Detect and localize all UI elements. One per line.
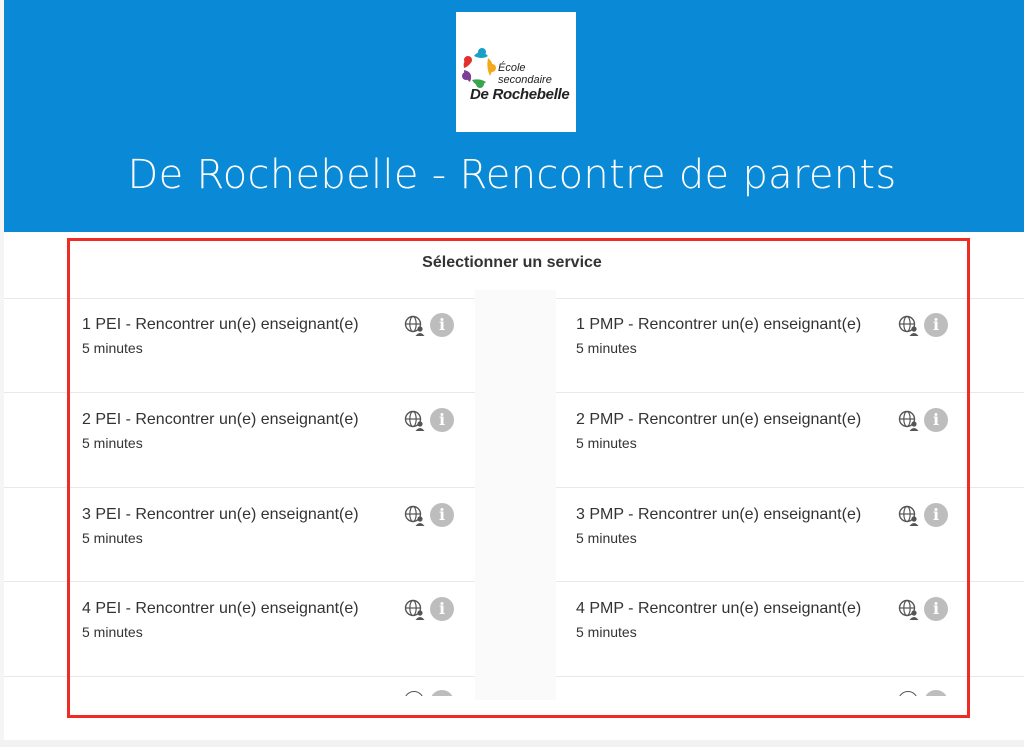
info-icon[interactable]: i [430,503,454,527]
globe-user-icon [898,691,918,696]
service-name: 3 PMP - Rencontrer un(e) enseignant(e) [576,506,862,523]
service-item-1-pei[interactable] [82,298,462,392]
service-duration: 5 minutes [576,340,637,356]
globe-user-icon [404,691,424,696]
service-name: 4 PMP - Rencontrer un(e) enseignant(e) [576,600,862,617]
service-item-4-pmp[interactable] [576,582,956,676]
globe-user-icon [404,410,426,432]
info-icon[interactable]: i [430,408,454,432]
globe-user-icon [898,315,920,337]
service-item-2-pmp[interactable] [576,393,956,487]
service-item-3-pmp[interactable] [576,488,956,582]
globe-user-icon [898,599,920,621]
service-name: 2 PMP - Rencontrer un(e) enseignant(e) [576,411,862,428]
info-icon[interactable]: i [924,408,948,432]
info-icon [430,690,454,696]
section-title: Sélectionner un service [422,254,602,271]
column-gutter [475,290,556,700]
service-item-2-pei[interactable] [82,393,462,487]
service-name: 4 PEI - Rencontrer un(e) enseignant(e) [82,600,359,617]
info-icon[interactable]: i [924,597,948,621]
info-icon [924,690,948,696]
service-duration: 5 minutes [82,530,143,546]
logo-text-secondaire: secondaire [498,74,552,86]
cut-off-row-icons-left [400,690,460,696]
service-duration: 5 minutes [576,624,637,640]
service-name: 2 PEI - Rencontrer un(e) enseignant(e) [82,411,359,428]
globe-user-icon [404,315,426,337]
service-name: 1 PMP - Rencontrer un(e) enseignant(e) [576,316,862,333]
service-name: 1 PEI - Rencontrer un(e) enseignant(e) [82,316,359,333]
info-icon[interactable]: i [430,597,454,621]
page-title: De Rochebelle - Rencontre de parents [127,152,897,198]
globe-user-icon [404,505,426,527]
service-item-4-pei[interactable] [82,582,462,676]
service-duration: 5 minutes [82,340,143,356]
globe-user-icon [404,599,426,621]
service-duration: 5 minutes [82,435,143,451]
globe-user-icon [898,410,920,432]
service-duration: 5 minutes [576,530,637,546]
info-icon[interactable]: i [924,313,948,337]
service-name: 3 PEI - Rencontrer un(e) enseignant(e) [82,506,359,523]
info-icon[interactable]: i [924,503,948,527]
service-item-1-pmp[interactable] [576,298,956,392]
info-icon[interactable]: i [430,313,454,337]
service-duration: 5 minutes [576,435,637,451]
school-logo [456,12,576,132]
bottom-strip [0,740,1024,747]
cut-off-row-icons-right [894,690,954,696]
logo-text-school-name: De Rochebelle [470,86,570,103]
service-item-3-pei[interactable] [82,488,462,582]
service-duration: 5 minutes [82,624,143,640]
globe-user-icon [898,505,920,527]
logo-text-ecole: École [498,62,526,74]
